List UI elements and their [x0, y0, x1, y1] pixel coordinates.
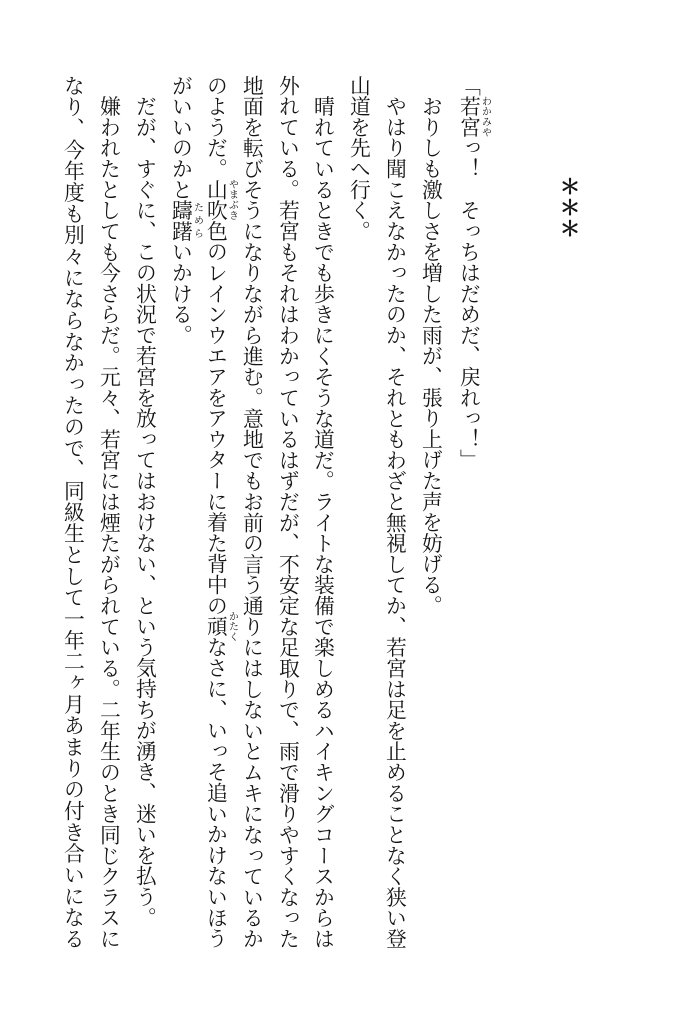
line-segment: っ！ そっちはだめだ、戻れっ！」 [456, 137, 481, 471]
text-line-11: 嫌われたとしても今さらだ。元々、若宮には煙たがられている。二年生のとき同じクラスに [96, 75, 121, 949]
ruby-base: 躊躇 [168, 199, 193, 242]
ruby-base: 若宮 [456, 95, 481, 138]
ruby-base: 山吹 [203, 179, 228, 221]
text-line-07: 地面を転びそうになりながら進む。意地でもお前の言う通りにはしないとムキになっているか [239, 75, 264, 949]
text-line-08 [205, 75, 226, 949]
text-line-12: なり、今年度も別々にならなかったので、同級生として一年二ヶ月あまりの付き合いになる [60, 75, 85, 949]
text-line-03: やはり聞こえなかったのか、それともわざと無視してか、若宮は足を止めることなく狭い登 [382, 75, 407, 949]
line-segment: 「 [456, 75, 481, 96]
ruby-annotation: わかみや [479, 96, 491, 138]
text-line-10: だが、すぐに、この状況で若宮を放ってはおけない、という気持ちが湧き、迷いを払う。 [132, 75, 157, 928]
ruby-annotation: やまぶき [226, 179, 238, 221]
line-segment: いかける。 [168, 241, 193, 346]
text-line-05: 晴れているときでも歩きにくそうな道だ。ライトな装備で楽しめるハイキングコースからは [310, 75, 335, 949]
text-line-01 [458, 75, 479, 949]
text-line-02: おりしも激しさを増した雨が、張り上げた声を妨げる。 [418, 75, 443, 616]
line-segment: のようだ。 [203, 75, 228, 179]
ruby-base: 頑 [203, 615, 228, 637]
text-line-09 [170, 75, 191, 949]
line-segment: がいいのかと [168, 75, 193, 200]
section-break-asterisks: ＊＊＊ [556, 176, 580, 239]
ruby-annotation: ためら [191, 202, 203, 241]
text-line-06: 外れている。若宮もそれはわかっているはずだが、不安定な足取りで、雨で滑りやすくなった [275, 75, 300, 949]
ruby-annotation: かたく [226, 611, 238, 643]
line-segment: 色のレインウエアをアウターに着た背中の [203, 220, 228, 616]
text-line-04: 山道を先へ行く。 [346, 75, 371, 242]
line-segment: なさに、いっそ追いかけないほう [203, 636, 228, 949]
